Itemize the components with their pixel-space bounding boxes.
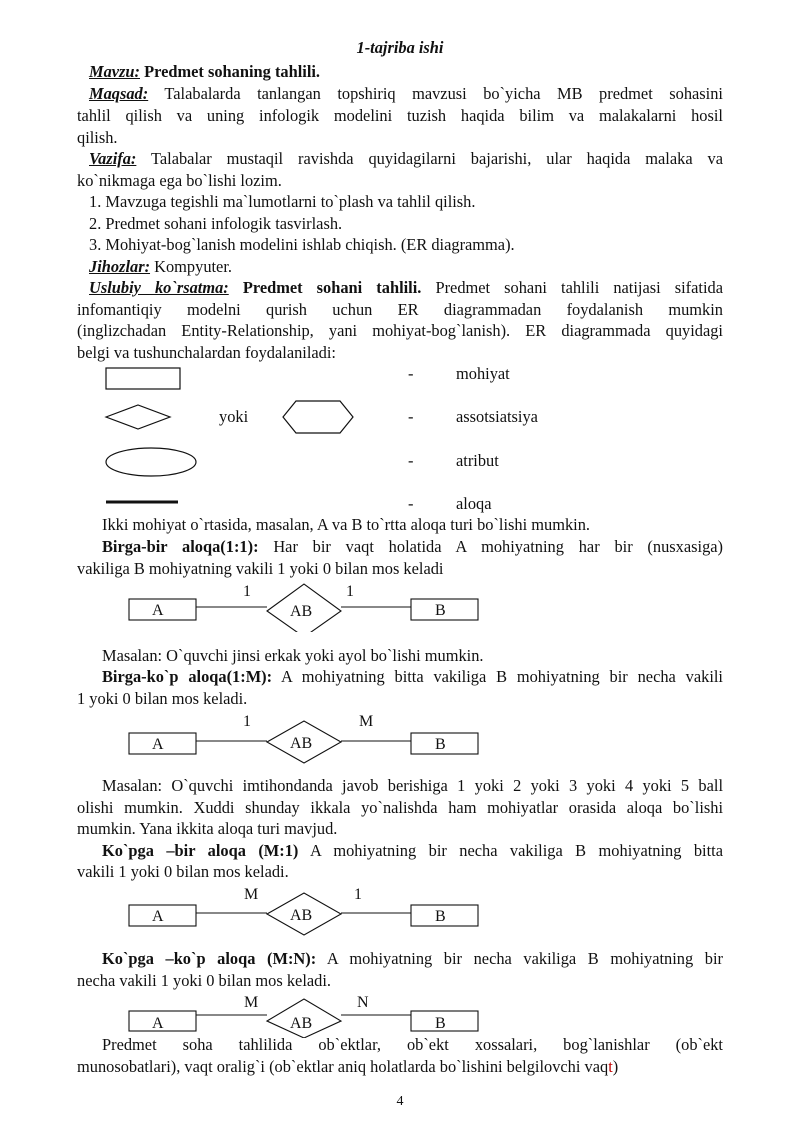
er-legend-symbols <box>0 360 800 520</box>
jihozlar-label: Jihozlar: <box>89 257 151 276</box>
legend-yoki: yoki <box>219 407 249 426</box>
many-many-line-1 <box>77 948 723 970</box>
vazifa-item-3: 3. Mohiyat-bog`lanish modelini ishlab chiqish. (ER diagramma). <box>89 235 515 254</box>
legend-mohiyat: mohiyat <box>456 364 510 383</box>
uslubiy-text-1: Predmet sohani tahlili natijasi sifatida <box>435 278 723 297</box>
vazifa-item-2: 2. Predmet sohani infologik tasvirlash. <box>89 214 343 233</box>
vazifa-line-1 <box>77 148 723 170</box>
vazifa-text-1: Talabalar mustaqil ravishda quyidagilarni bajarishi, ular haqida malaka va <box>151 149 723 168</box>
vazifa-item-1: 1. Mavzuga tegishli ma`lumotlarni to`plash va tahlil qilish. <box>89 192 476 211</box>
uslubiy-label: Uslubiy ko`rsatma: <box>89 278 229 297</box>
one-many-example-2: olishi mumkin. Xuddi shunday ikkala yo`nalishda ham mohiyatlar orasida aloqa bo`lishi <box>77 798 723 817</box>
entity-a-label: A <box>152 736 164 753</box>
mavzu-line <box>77 61 723 83</box>
uslubiy-line-4: belgi va tushunchalardan foydalaniladi: <box>77 343 336 362</box>
ellipse-symbol <box>106 448 196 476</box>
jihozlar-text: Kompyuter. <box>154 257 232 276</box>
card-right-m-1: 1 <box>354 886 362 903</box>
card-left-m-1: M <box>244 886 259 903</box>
maqsad-label: Maqsad: <box>89 84 149 103</box>
legend-aloqa: aloqa <box>456 494 492 513</box>
one-many-text-1: A mohiyatning bitta vakiliga B mohiyatning bir necha vakili <box>281 667 723 686</box>
uslubiy-line-2: infomantiqiy modelni qurish uchun ER diagrammadan foydalanish mumkin <box>77 300 723 319</box>
entity-b-label: B <box>435 908 446 925</box>
legend-dash-3: - <box>408 451 414 470</box>
mavzu-text: Predmet sohaning tahlili. <box>144 62 321 81</box>
many-one-line-2: vakili 1 yoki 0 bilan mos keladi. <box>77 862 289 881</box>
many-many-line-2: necha vakili 1 yoki 0 bilan mos keladi. <box>77 971 331 990</box>
one-many-example-1: Masalan: O`quvchi imtihondanda javob berishiga 1 yoki 2 yoki 3 yoki 4 yoki 5 ball <box>102 776 723 795</box>
entity-b-label: B <box>435 1015 446 1032</box>
one-one-line-1 <box>77 536 723 558</box>
maqsad-line-2: tahlil qilish va uning infologik modelini tuzish haqida bilim va malakalarni hosil <box>77 106 723 125</box>
uslubiy-bold: Predmet sohani tahlili. <box>242 278 422 297</box>
entity-b-label: B <box>435 736 446 753</box>
many-many-heading: Ko`pga –ko`p aloqa (M:N): <box>102 949 317 968</box>
one-one-example: Masalan: O`quvchi jinsi erkak yoki ayol bo`lishi mumkin. <box>102 646 484 665</box>
legend-dash-2: - <box>408 407 414 426</box>
uslubiy-line-3: (inglizchadan Entity-Relationship, yani mohiyat-bog`lanish). ER diagrammada quyidagi <box>77 321 723 340</box>
uslubiy-line-1 <box>77 277 723 299</box>
diagram-many-many <box>0 988 800 1038</box>
closing-line-2 <box>77 1056 723 1078</box>
hexagon-symbol <box>283 401 353 433</box>
entity-rectangle-symbol <box>106 368 180 389</box>
entity-a-label: A <box>152 908 164 925</box>
legend-atribut: atribut <box>456 451 499 470</box>
many-one-line-1 <box>77 840 723 862</box>
jihozlar-line <box>77 256 723 278</box>
one-many-heading: Birga-ko`p aloqa(1:M): <box>102 667 273 686</box>
diagram-one-one <box>0 578 800 632</box>
many-one-text-1: A mohiyatning bir necha vakiliga B mohiyatning bitta <box>309 841 723 860</box>
page-number: 4 <box>396 1094 404 1109</box>
ikki-line: Ikki mohiyat o`rtasida, masalan, A va B to`rtta aloqa turi bo`lishi mumkin. <box>102 515 590 534</box>
page-title: 1-tajriba ishi <box>356 38 444 57</box>
maqsad-line-1 <box>77 83 723 105</box>
maqsad-line-3: qilish. <box>77 128 118 147</box>
one-many-line-1 <box>77 666 723 688</box>
card-left-m-n: M <box>244 994 259 1011</box>
one-many-line-2: 1 yoki 0 bilan mos keladi. <box>77 689 248 708</box>
card-right-1-m: M <box>359 713 374 730</box>
card-left-1-m: 1 <box>243 713 251 730</box>
legend-dash-4: - <box>408 494 414 513</box>
maqsad-text-1: Talabalarda tanlangan topshiriq mavzusi bo`yicha MB predmet sohasini <box>164 84 723 103</box>
entity-b-label: B <box>435 602 446 619</box>
entity-a-label: A <box>152 602 164 619</box>
card-right-m-n: N <box>357 994 369 1011</box>
card-left-1-1: 1 <box>243 583 251 600</box>
diagram-many-one <box>0 880 800 940</box>
one-one-heading: Birga-bir aloqa(1:1): <box>102 537 259 556</box>
entity-a-label: A <box>152 1015 164 1032</box>
relation-label: AB <box>290 603 313 620</box>
legend-dash-1: - <box>408 364 414 383</box>
vazifa-label: Vazifa: <box>89 149 137 168</box>
diamond-symbol <box>106 405 170 429</box>
card-right-1-1: 1 <box>346 583 354 600</box>
closing-text-main: munosobatlari), vaqt oralig`i (ob`ektlar aniq holatlarda bo`lishini belgilovchi vaq <box>77 1057 609 1076</box>
diagram-one-many <box>0 708 800 768</box>
relation-label: AB <box>290 907 313 924</box>
closing-text-end: ) <box>612 1057 619 1076</box>
closing-line-1: Predmet soha tahlilida ob`ektlar, ob`ekt xossalari, bog`lanishlar (ob`ekt <box>102 1035 723 1054</box>
many-many-text-1: A mohiyatning bir necha vakiliga B mohiyatning bir <box>326 949 723 968</box>
many-one-heading: Ko`pga –bir aloqa (M:1) <box>102 841 299 860</box>
closing-text-red: t <box>608 1057 613 1076</box>
mavzu-label: Mavzu: <box>89 62 140 81</box>
one-one-text-1: Har bir vaqt holatida A mohiyatning har bir (nusxasiga) <box>273 537 723 556</box>
one-one-line-2: vakiliga B mohiyatning vakili 1 yoki 0 bilan mos keladi <box>77 559 444 578</box>
vazifa-line-2: ko`nikmaga ega bo`lishi lozim. <box>77 171 282 190</box>
legend-assotsiatsiya: assotsiatsiya <box>456 407 538 426</box>
relation-label: AB <box>290 1015 313 1032</box>
relation-label: AB <box>290 735 313 752</box>
one-many-example-3: mumkin. Yana ikkita aloqa turi mavjud. <box>77 819 338 838</box>
